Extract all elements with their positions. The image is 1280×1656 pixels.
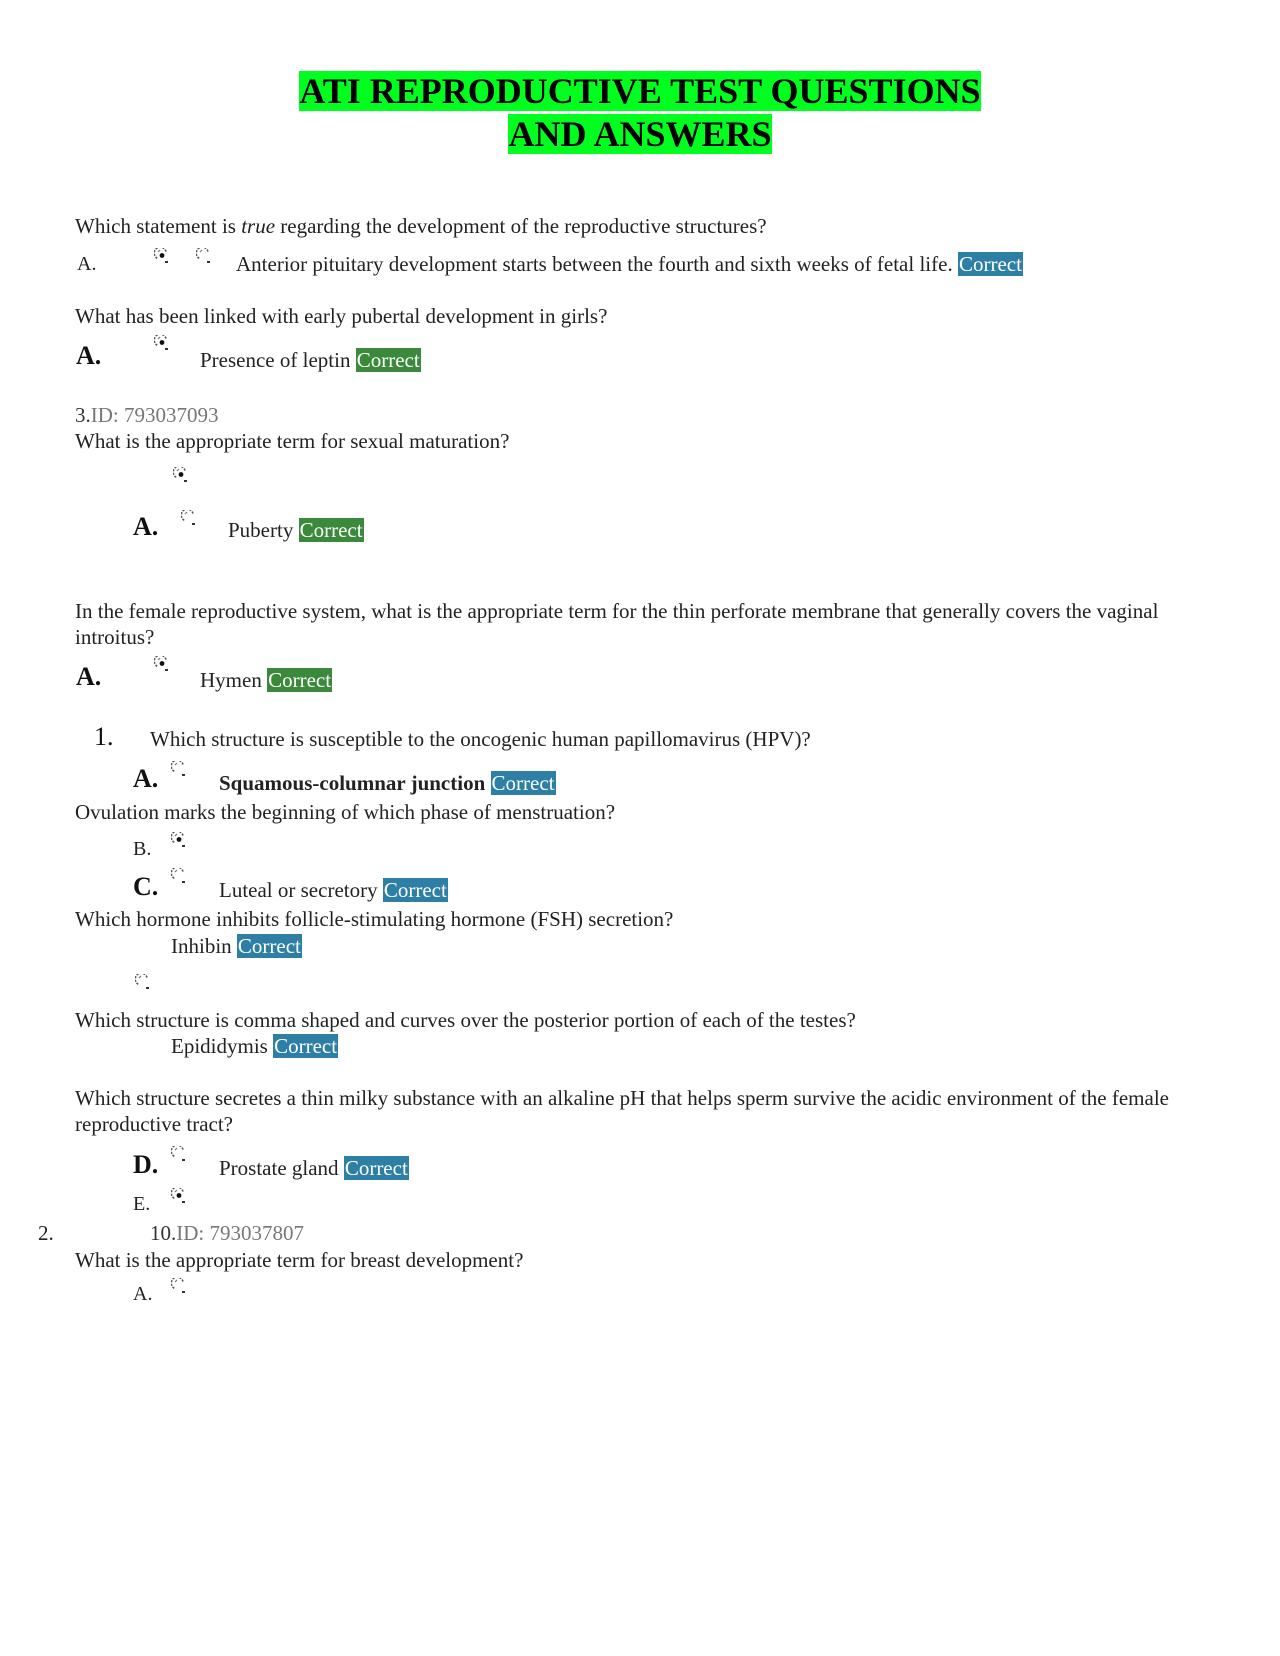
correct-badge: Correct [299,518,363,542]
answer-7 [171,934,302,958]
question-number: 3. [75,403,91,427]
question-10: What is the appropriate term for breast development? [75,1248,524,1272]
question-9: Which structure secretes a thin milky substance with an alkaline pH that helps sperm survive the acidic environment of the female reproductive tract? [75,1086,1169,1136]
question-1 [75,214,767,238]
question-1-text-start: Which statement is [75,214,242,238]
answer-text: Inhibin [171,934,232,958]
radio-icon[interactable] [171,868,187,886]
answer-8 [171,1034,338,1058]
answer-text: Puberty [228,518,294,542]
question-4: In the female reproductive system, what is the appropriate term for the thin perforate membrane that generally covers the vaginal introitus? [75,599,1159,649]
answer-text: Hymen [200,668,262,692]
answer-3 [228,518,364,542]
radio-selected-icon[interactable] [173,467,189,485]
question-8: Which structure is comma shaped and curves over the posterior portion of each of the testes? [75,1008,856,1032]
question-5: Which structure is susceptible to the oncogenic human papillomavirus (HPV)? [150,727,811,751]
id-label: ID: [176,1221,210,1245]
answer-text: Anterior pituitary development starts between the fourth and sixth weeks of fetal life. [236,252,953,276]
radio-icon[interactable] [171,1146,187,1164]
question-7: Which hormone inhibits follicle-stimulating hormone (FSH) secretion? [75,907,674,931]
answer-text: Luteal or secretory [219,878,378,902]
radio-selected-icon[interactable] [171,1188,187,1206]
correct-badge: Correct [958,252,1022,276]
page-title [0,70,1280,156]
answer-text: Squamous-columnar junction [219,771,486,795]
question-id [75,403,219,427]
list-number: 1. [94,722,114,751]
answer-5 [219,771,556,795]
question-number: 10. [150,1221,177,1245]
option-letter: D. [133,1150,159,1179]
id-label: ID: [90,403,124,427]
answer-text: Prostate gland [219,1156,339,1180]
page-title-line-1: ATI REPRODUCTIVE TEST QUESTIONS [299,71,981,111]
list-number: 2. [38,1221,54,1245]
option-letter: A. [76,341,102,370]
radio-selected-icon[interactable] [154,248,170,266]
correct-badge: Correct [274,1034,338,1058]
correct-badge: Correct [491,771,555,795]
question-2: What has been linked with early pubertal development in girls? [75,304,608,328]
correct-badge: Correct [237,934,301,958]
correct-badge: Correct [383,878,447,902]
radio-selected-icon[interactable] [171,832,187,850]
option-letter: A. [133,512,159,541]
answer-9 [219,1156,409,1180]
option-letter: A. [76,662,102,691]
answer-6 [219,878,448,902]
answer-text: Epididymis [171,1034,268,1058]
option-letter: E. [133,1193,151,1215]
option-letter: B. [133,838,152,860]
correct-badge: Correct [356,348,420,372]
option-letter: C. [133,872,159,901]
option-letter: A. [133,1283,153,1305]
radio-icon[interactable] [181,510,197,528]
question-id [150,1221,304,1245]
radio-selected-icon[interactable] [154,335,170,353]
answer-2 [200,348,421,372]
answer-4 [200,668,332,692]
id-value: 793037807 [209,1221,304,1245]
id-value: 793037093 [124,403,219,427]
question-6: Ovulation marks the beginning of which phase of menstruation? [75,800,616,824]
page-title-line-2: AND ANSWERS [508,114,772,154]
radio-icon[interactable] [171,761,187,779]
question-3: What is the appropriate term for sexual maturation? [75,429,510,453]
correct-badge: Correct [268,668,332,692]
correct-badge: Correct [344,1156,408,1180]
question-1-emphasis: true [241,214,276,238]
question-1-text-end: regarding the development of the reproductive structures? [275,214,767,238]
radio-icon[interactable] [171,1278,187,1296]
radio-selected-icon[interactable] [154,656,170,674]
answer-text: Presence of leptin [200,348,351,372]
radio-icon[interactable] [135,974,151,992]
radio-icon[interactable] [196,248,212,266]
option-letter: A. [133,764,159,793]
answer-1 [236,252,1023,276]
option-letter: A. [77,253,97,275]
